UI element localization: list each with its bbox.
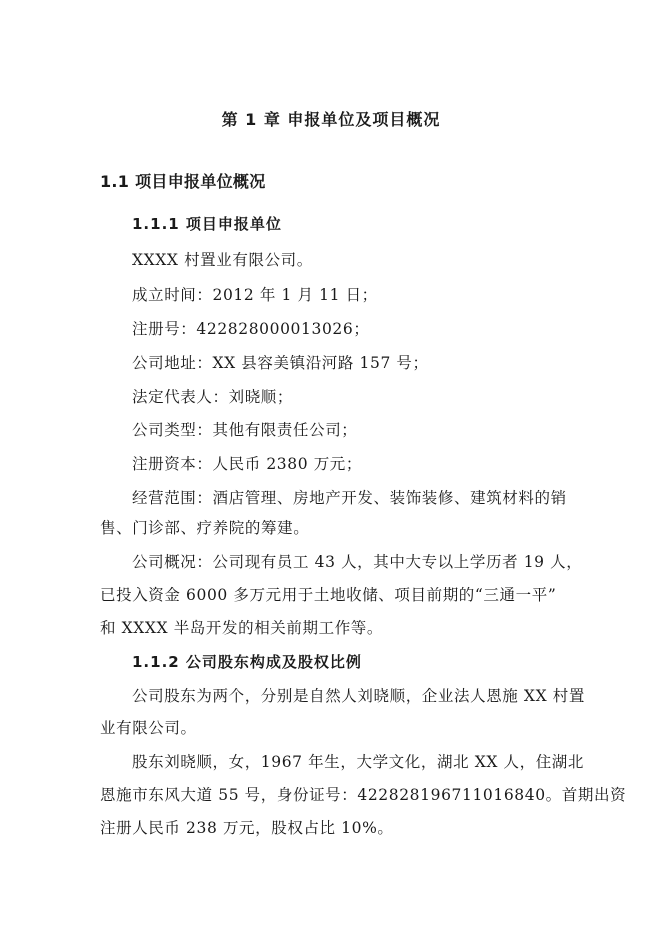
company-overview-line-3: 和 XXXX 半岛开发的相关前期工作等。	[100, 619, 383, 637]
subsection-heading-1-1-2: 1.1.2 公司股东构成及股权比例	[132, 653, 362, 671]
company-address-line: 公司地址：XX 县容美镇沿河路 157 号；	[132, 354, 429, 372]
registered-capital-line: 注册资本：人民币 2380 万元；	[132, 455, 363, 473]
company-name-line: XXXX 村置业有限公司。	[132, 251, 313, 269]
registration-number-line: 注册号：422828000013026；	[132, 320, 370, 338]
business-scope-line-1: 经营范围：酒店管理、房地产开发、装饰装修、建筑材料的销	[132, 489, 567, 507]
company-type-line: 公司类型：其他有限责任公司；	[132, 421, 358, 439]
established-date-line: 成立时间：2012 年 1 月 11 日；	[132, 286, 378, 304]
business-scope-line-2: 售、门诊部、疗养院的筹建。	[100, 519, 310, 537]
section-heading-1-1: 1.1 项目申报单位概况	[100, 172, 266, 191]
chapter-title: 第 1 章 申报单位及项目概况	[221, 110, 441, 129]
shareholder-detail-line-3: 注册人民币 238 万元，股权占比 10%。	[100, 819, 394, 837]
company-overview-line-1: 公司概况：公司现有员工 43 人，其中大专以上学历者 19 人，	[132, 553, 583, 571]
shareholder-detail-line-1: 股东刘晓顺，女，1967 年生，大学文化，湖北 XX 人，住湖北	[132, 753, 584, 771]
shareholders-line-2: 业有限公司。	[100, 719, 197, 737]
shareholder-detail-line-2: 恩施市东风大道 55 号，身份证号：422828196711016840。首期出资	[100, 786, 627, 804]
legal-representative-line: 法定代表人：刘晓顺；	[132, 388, 294, 406]
company-overview-line-2: 已投入资金 6000 多万元用于土地收储、项目前期的“三通一平”	[100, 586, 557, 604]
shareholders-line-1: 公司股东为两个，分别是自然人刘晓顺，企业法人恩施 XX 村置	[132, 687, 585, 705]
subsection-heading-1-1-1: 1.1.1 项目申报单位	[132, 215, 282, 233]
